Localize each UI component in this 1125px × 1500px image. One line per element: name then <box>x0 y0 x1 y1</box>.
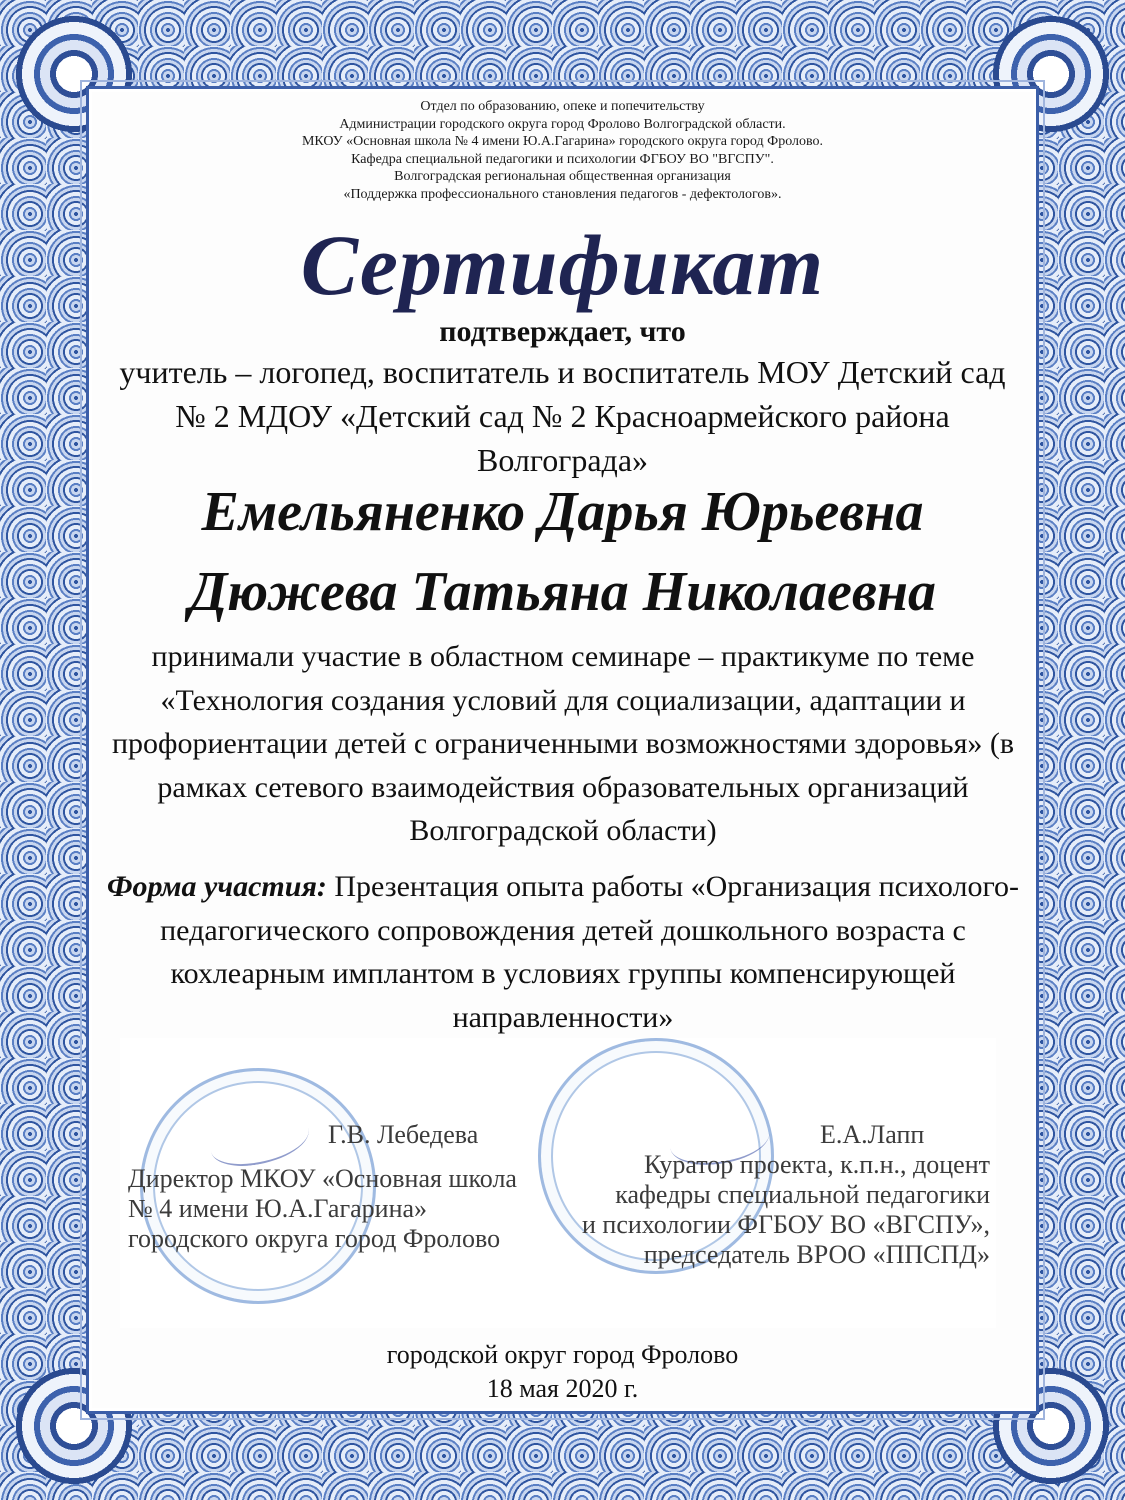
signatory-role <box>550 1150 990 1270</box>
participation-text: принимали участие в областном семинаре – практикуме по теме «Технология создания условий для социализации, адаптации и профориентации детей с ограниченными возможностями здоровья» (в рамках сетевого взаимодействия образовательных организаций Волгоградской области) <box>111 640 1015 847</box>
signatures-block <box>120 1038 996 1328</box>
form-label: Форма участия: <box>106 870 327 903</box>
role-line: Куратор проекта, к.п.н., доцент <box>644 1150 990 1179</box>
role-line: и психологии ФГБОУ ВО «ВГСПУ», <box>581 1210 990 1239</box>
header-line: «Поддержка профессионального становления педагогов - дефектологов». <box>343 186 782 202</box>
role-line: кафедры специальной педагогики <box>615 1180 990 1209</box>
header-line: Кафедра специальной педагогики и психологии ФГБОУ ВО "ВГСПУ". <box>351 151 774 167</box>
header-line: Волгоградская региональная общественная организация <box>394 169 731 185</box>
position-text: учитель – логопед, воспитатель и воспитатель МОУ Детский сад № 2 МДОУ «Детский сад № 2 Красноармейского района Волгограда» <box>119 354 1006 478</box>
header-line: Отдел по образованию, опеке и попечительству <box>420 99 705 114</box>
participation-form <box>98 865 1028 1039</box>
footer <box>0 1338 1125 1406</box>
recipient-name: Дюжева Татьяна Николаевна <box>188 561 936 623</box>
footer-date: 18 мая 2020 г. <box>486 1374 639 1403</box>
header-line: Администрации городского округа город Фролово Волгоградской области. <box>339 116 786 132</box>
role-line: Директор МКОУ «Основная школа <box>128 1164 517 1193</box>
role-line: городского округа город Фролово <box>128 1224 501 1253</box>
footer-place: городской округ город Фролово <box>386 1340 739 1369</box>
role-line: председатель ВРОО «ППСПД» <box>643 1240 990 1269</box>
confirms-text: подтверждает, что <box>439 315 686 348</box>
signatory-name: Е.А.Лапп <box>820 1120 925 1149</box>
signatory-name: Г.В. Лебедева <box>328 1120 479 1149</box>
header-line: МКОУ «Основная школа № 4 имени Ю.А.Гагарина» городского округа город Фролово. <box>301 134 824 150</box>
form-text: Презентация опыта работы «Организация психолого-педагогического сопровождения детей дошкольного возраста с кохлеарным имплантом в условиях группы компенсирующей направленности» <box>160 870 1019 1034</box>
organizations-header <box>150 98 975 204</box>
role-line: № 4 имени Ю.А.Гагарина» <box>128 1194 428 1223</box>
signatory-role <box>128 1164 568 1254</box>
certificate-title: Сертификат <box>300 217 825 313</box>
recipient-name: Емельяненко Дарья Юрьевна <box>201 481 924 543</box>
